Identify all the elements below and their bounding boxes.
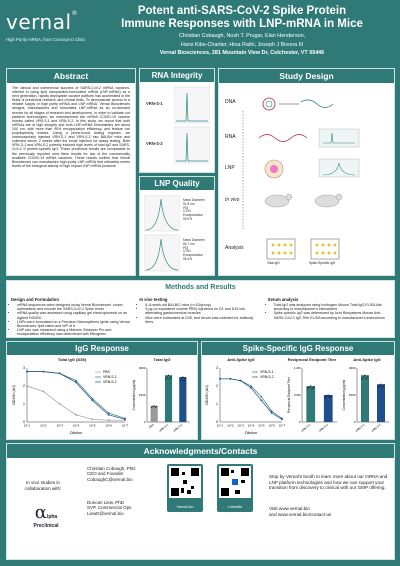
lnp1-pdi-label: PDI (183, 205, 189, 210)
methods-col2-item: • Mice were euthanized at D35, and serum was collected for antibody titers. (145, 316, 261, 324)
data-point (91, 418, 93, 420)
ack-invivo: In vivo studies in collaboration with: (24, 480, 62, 491)
replicate-dot (167, 376, 168, 377)
lnp2-pdi-label: PDI (183, 245, 189, 250)
replicate-dot (364, 375, 365, 376)
x-tick-label: 10^2 (227, 423, 234, 428)
methods-col2-title: In vivo testing (139, 297, 168, 302)
data-point (124, 418, 126, 420)
y-tick-label: 1 (216, 402, 218, 406)
x-tick-label: PBS (147, 422, 155, 430)
data-point (91, 400, 93, 402)
igg-concentration-chart (131, 362, 193, 436)
data-point (26, 371, 28, 373)
legend-label: VRN-S-1 (260, 370, 274, 375)
lnp2-mean-label: Mean Diameter (183, 238, 205, 242)
x-tick-label: 10^6 (105, 423, 112, 428)
y-tick-label: 1.2M (293, 366, 301, 370)
replicate-dot (380, 384, 381, 385)
mouse-head-icon-2 (336, 194, 342, 200)
methods-col1-item: • mRNA sequences were designed using Vernal Biosciences' codon optimization and encode the SARS-CoV-2 Spike trimer (17, 303, 133, 311)
x-tick-label: 10^5 (258, 423, 265, 428)
logo-mark: ® (71, 10, 78, 17)
contact-liew (87, 500, 131, 516)
alpha-name: lpha (46, 514, 58, 520)
header (0, 0, 400, 58)
rna-electropherograms (174, 85, 210, 165)
rna-trace-1-frame (174, 87, 210, 123)
replicate-dot (331, 395, 332, 396)
rna-integrity-panel (139, 68, 215, 173)
methods-panel (6, 280, 395, 338)
data-point (75, 382, 77, 384)
bar (165, 375, 172, 422)
spike-igg-plate-icon (311, 239, 339, 259)
replicate-dot (183, 380, 184, 381)
methods-col-serum (268, 297, 390, 337)
abstract-panel (6, 68, 136, 276)
spike-chart2-title: Reciprocal Endpoint Titer (287, 357, 337, 362)
data-point (75, 414, 77, 416)
y-tick-label: 1500 (348, 393, 356, 397)
x-tick-label: VRN-S-1 (300, 422, 312, 433)
spike-igg-heading: Spike-Specific IgG Response (202, 342, 394, 355)
y-tick-label: 0 (143, 420, 146, 424)
lnp-stats-2 (183, 239, 205, 262)
data-point (281, 418, 283, 420)
x-tick-label: 10^7 (278, 423, 286, 428)
lnp1-pdi-value: 0.100 (183, 209, 191, 214)
replicate-dot (367, 376, 368, 377)
replicate-dot (155, 406, 156, 407)
lnp2-pdi-value: 0.091 (183, 249, 191, 254)
x-axis-title: Dilution (245, 431, 257, 435)
methods-col2-item: • 6–8-week-old BALB/C mice (n=10/group) (145, 303, 261, 307)
contact2-name: Duncan Liew, PhD (87, 500, 125, 505)
replicate-dot (156, 406, 157, 407)
x-tick-label: 10^1 (23, 423, 31, 428)
replicate-dot (307, 388, 308, 389)
data-point (42, 391, 44, 393)
methods-col1-item: • mRNA quality was assessed using capillary gel electrophoresis on an Agilent FA5200 (17, 311, 133, 319)
y-axis-title: OD450 (AU) (12, 385, 16, 405)
y-axis-title: OD450 (AU) (205, 385, 209, 405)
step-lnp: LNP (225, 165, 235, 171)
lnp-stats-1 (183, 199, 205, 222)
series-line (220, 379, 282, 419)
y-tick-label: 1500 (138, 393, 146, 397)
vernal-logo (6, 10, 86, 50)
rna-strand-icon (259, 135, 307, 142)
legend-label: VRN-S-2 (260, 375, 274, 380)
poster-title-line1: Potent anti-SARS-CoV-2 Spike Protein (137, 5, 347, 17)
igg-chart2-title: Total IgG (153, 357, 171, 362)
booth-message: Stop by Vernal's booth to learn more about our mRNA and LNP platform technologies and how we can support your transition from discovery to clinical with our GMP offering. (269, 474, 388, 491)
legend-label: VRN-S-2 (103, 380, 117, 385)
replicate-dot (313, 387, 314, 388)
data-point (219, 378, 221, 380)
methods-col2-item: • 5 µg (or equivalent volume PBS) injections on D1 and D15 into alternating gastrocnemius muscles (145, 307, 261, 315)
data-point (250, 385, 252, 387)
x-tick-label: 10^3 (237, 423, 244, 428)
x-tick-label: 10^7 (121, 423, 129, 428)
replicate-dot (181, 378, 182, 379)
replicate-dot (328, 394, 329, 395)
dna-strand-icon (301, 100, 333, 108)
x-tick-label: 10^2 (40, 423, 47, 428)
replicate-dot (310, 385, 311, 386)
replicate-dot (366, 378, 367, 379)
lnp-quality-panel (139, 176, 215, 276)
study-design-diagram (219, 83, 394, 275)
study-design-heading: Study Design (219, 69, 394, 83)
lnp-dls-icon (319, 159, 359, 177)
y-tick-label: 0 (353, 420, 356, 424)
x-tick-label: 10^1 (216, 423, 224, 428)
qr-vernal-label: Vernal.bio (176, 505, 194, 509)
alpha-preclinical-logo (21, 502, 71, 529)
replicate-dot (382, 387, 383, 388)
y-axis-title: Concentration (µg/ml) (132, 379, 136, 411)
x-tick-label: 10^4 (72, 423, 80, 428)
abstract-heading: Abstract (7, 69, 135, 83)
igg-chart1-title: Total IgG (D35) (57, 357, 87, 362)
methods-heading: Methods and Results (165, 284, 236, 291)
lnp1-mean-label: Mean Diameter (183, 198, 205, 202)
methods-col1-item: • LNPs were formulated on a Precision Nanosystems Ignite using Vernal Biosciences' lipid ratios and N/P of 6 (17, 320, 133, 328)
data-point (75, 380, 77, 382)
lnp1-ee-label: Encapsulation (183, 213, 204, 218)
data-point (260, 400, 262, 402)
x-tick-label: VRN-S-2 (317, 422, 329, 433)
lnp1-ee-value: 95.9% (183, 216, 193, 221)
y-tick-label: 3000 (348, 366, 356, 370)
contact1-email[interactable]: CobaughC@vernal.bio (87, 476, 133, 482)
x-tick-label: VRN-S-1 (157, 422, 170, 433)
replicate-dot (168, 375, 169, 376)
x-tick-label: VRN-S-1 (354, 422, 366, 433)
bar (324, 395, 333, 422)
qr-linkedin-label: LinkedIn (227, 505, 243, 509)
methods-col3-title: Serum analysis (267, 297, 299, 302)
spike-titer-chart (286, 362, 340, 436)
data-point (250, 387, 252, 389)
spike-chart1-title: Anti-Spike IgG (227, 357, 255, 362)
affiliation: Vernal Biosciences, 281 Mountain View Dr, Colchester, VT 05446 (159, 50, 325, 56)
methods-col-invivo (139, 297, 261, 337)
contact-cobaugh (87, 466, 136, 482)
replicate-dot (362, 378, 363, 379)
replicate-dot (169, 378, 170, 379)
abstract-text: The clinical and commercial success of SARS-CoV-2 mRNA vaccines, inferred in using lipid nanoparticle-formulated mRNA (LNP-mRNA) as a next generation, rapidly deployable vaccine platform has accelerated in the fields of preclinical research and clinical trials. To demonstrate access to a reliable supply of high purity mRNA and LNP-mRNA, Vernal Biosciences designs, manufactures and formulates LNP-mRNA as an on-demand service for all stages of research and development. In order to validate our platform technologies, we manufactured two mRNA COVID-19 vaccine mimics called VRN-S-1 and VRN-S-2. In this study, we report that both mRNAs are of high integrity and both LNP-mRNA formulations are about 100 nm, with more than 90% encapsulation efficiency, and feature low polydispersity indices. Using a prime-boost dosing regimen, we intramuscularly injected VRN-S-1 and VRN-S-2 into BALB/c mice and collected serum 2 weeks after the boost injection for assay testing. Both VRN-S-1 and VRN-S-2 potently induced high levels of total IgG and SARS-CoV-2 S protein-specific IgG. These preclinical results are comparable to the previously reported sera titers results for two of the commercially available COVID-19 mRNA vaccines. These results confirm that Vernal Biosciences can manufacture high-purity LNP-mRNA that ultimately meets levels of the biological activity of high impact LNP-mRNA products. (12, 86, 130, 168)
qr-vernal-icon (169, 466, 201, 498)
data-point (240, 380, 242, 382)
y-tick-label: 3 (23, 366, 25, 370)
lnp-quality-heading: LNP Quality (140, 177, 214, 190)
ack-panel (6, 443, 395, 560)
step-dna: DNA (225, 99, 236, 105)
methods-col3-item: • Spike-specific IgG was determined by Acro Biosystems Mouse Anti-SARS-CoV-2 IgG Titer ELISA according to manufacturer's instructions (274, 311, 390, 319)
replicate-dot (153, 405, 154, 406)
x-tick-label: VRN-S-2 (172, 422, 184, 433)
mouse-icon (265, 195, 289, 207)
y-axis-title: Concentration (µg/ml) (342, 379, 346, 411)
rna-gel-icon (319, 129, 359, 147)
rna-label-2: VRN-S-2 (146, 141, 163, 146)
replicate-dot (170, 376, 171, 377)
dna-plasmid-inner (266, 101, 272, 107)
analysis-total-igg-label: Total IgG (267, 261, 280, 265)
data-point (108, 412, 110, 414)
data-point (42, 371, 44, 373)
y-tick-label: 2 (216, 384, 218, 388)
data-point (59, 373, 61, 375)
x-tick-label: 10^4 (247, 423, 255, 428)
replicate-dot (378, 387, 379, 388)
poster-title-line2: Immune Responses with LNP-mRNA in Mice (121, 18, 363, 30)
replicate-dot (185, 378, 186, 379)
x-tick-label: VRN-S-2 (370, 422, 382, 433)
bar (179, 377, 186, 422)
lnp-plot-2-frame (144, 235, 180, 271)
legend-label: PBS (103, 370, 110, 375)
bar (377, 384, 385, 422)
dna-plasmid-icon (263, 98, 275, 110)
spike-chart3-title: Anti-Spike IgG (353, 357, 381, 362)
bar (306, 386, 315, 422)
data-point (108, 414, 110, 416)
contact-link[interactable]: and www.vernal.bio/contact-us (269, 512, 332, 517)
replicate-dot (325, 397, 326, 398)
replicate-dot (165, 378, 166, 379)
authors-line1: Christian Cobaugh, Nosh T. Prugar, Elan Henderson, (178, 33, 306, 39)
analysis-spike-igg-label: Spike-Specific IgG (309, 261, 336, 265)
y-tick-label: 1 (23, 402, 25, 406)
qr-vernal[interactable] (167, 464, 203, 512)
y-axis-title: Reciprocal Endpoint Titer (287, 377, 291, 413)
y-tick-label: 3 (216, 366, 218, 370)
y-tick-label: 0 (23, 420, 25, 424)
y-tick-label: 3000 (138, 366, 146, 370)
mouse-icon-2 (315, 195, 339, 207)
y-tick-label: 0 (298, 420, 301, 424)
alpha-name-2: Preclinical (33, 523, 59, 529)
step-invivo: In vivo (225, 197, 240, 203)
methods-col1-title: Design and Formulation (11, 297, 59, 302)
series-line (220, 379, 282, 420)
step-rna: RNA (225, 134, 236, 140)
rna-integrity-heading: RNA Integrity (140, 69, 214, 82)
step-analysis: Analysis (225, 245, 244, 251)
replicate-dot (180, 380, 181, 381)
contact2-role: SVP, Commercial Ops (87, 505, 132, 511)
data-point (26, 385, 28, 387)
x-axis-title: Dilution (70, 431, 82, 435)
data-point (260, 396, 262, 398)
study-design-panel (218, 68, 395, 276)
lnp1-mean-value: 91.8 nm (183, 201, 195, 206)
title-block (92, 5, 392, 56)
x-tick-label: 10^5 (89, 423, 96, 428)
mouse-head-icon (286, 194, 292, 200)
x-tick-label: 10^6 (268, 423, 275, 428)
x-tick-label: 10^3 (56, 423, 63, 428)
igg-dilution-chart (11, 362, 129, 436)
methods-col-design (11, 297, 133, 337)
replicate-dot (329, 397, 330, 398)
spike-concentration-chart (341, 362, 392, 436)
y-tick-label: 0.6M (293, 393, 301, 397)
lnp2-ee-value: 95.4% (183, 256, 193, 261)
methods-col3-item: • Total IgG was analyzed using Invitrogen Mouse Total IgG ELISA kits according to manufacturer's instructions (274, 303, 390, 311)
methods-col1-item: • LNP size was measured using a Malvern Zetasizer Pro and encapsulation efficiency was determined with Ribogreen (17, 328, 133, 336)
lnp2-mean-value: 86.7 nm (183, 241, 195, 246)
bar (361, 375, 369, 422)
ack-heading: Acknowledgments/Contacts (7, 444, 394, 458)
qr-linkedin-icon (219, 466, 251, 498)
replicate-dot (363, 376, 364, 377)
total-igg-plate-icon (267, 239, 295, 259)
logo-text: vernal (6, 10, 72, 34)
replicate-dot (383, 385, 384, 386)
rna-label-1: VRN-S-1 (146, 101, 163, 106)
methods-columns (11, 297, 390, 337)
data-point (271, 412, 273, 414)
data-point (108, 419, 110, 421)
authors-line2: Hans Kibe-Chartier, Hina Rathi, Joseph J Bivona III (180, 42, 304, 48)
contact2-email[interactable]: LiewD@vernal.bio (87, 510, 124, 516)
lnp-core-icon (270, 165, 278, 173)
y-tick-label: 0 (216, 420, 218, 424)
lnp-plot-1-frame (144, 195, 180, 231)
alpha-glyph-icon: α (34, 502, 47, 523)
replicate-dot (151, 406, 152, 407)
spike-igg-panel (201, 341, 395, 440)
y-tick-label: 2 (23, 384, 25, 388)
logo-tagline: High Purity mRNA, from Concept to Clinic (6, 37, 86, 42)
replicate-dot (326, 395, 327, 396)
data-point (229, 378, 231, 380)
igg-response-panel (6, 341, 198, 440)
rna-trace-2-frame (174, 127, 210, 163)
contact1-role: CEO and Founder (87, 471, 124, 477)
visit-link[interactable]: Visit www.vernal.bio (269, 506, 310, 511)
replicate-dot (312, 388, 313, 389)
spike-dilution-chart (204, 362, 286, 436)
legend-label: VRN-S-1 (103, 375, 117, 380)
qr-linkedin[interactable] (217, 464, 253, 512)
lnp2-ee-label: Encapsulation (183, 253, 204, 258)
replicate-dot (182, 376, 183, 377)
contact1-name: Christian Cobaugh, PhD (87, 466, 136, 471)
igg-response-heading: IgG Response (7, 342, 197, 355)
replicate-dot (309, 387, 310, 388)
data-point (59, 403, 61, 405)
replicate-dot (152, 406, 153, 407)
lnp-size-distributions (144, 195, 180, 273)
replicate-dot (379, 385, 380, 386)
bar (151, 406, 158, 422)
